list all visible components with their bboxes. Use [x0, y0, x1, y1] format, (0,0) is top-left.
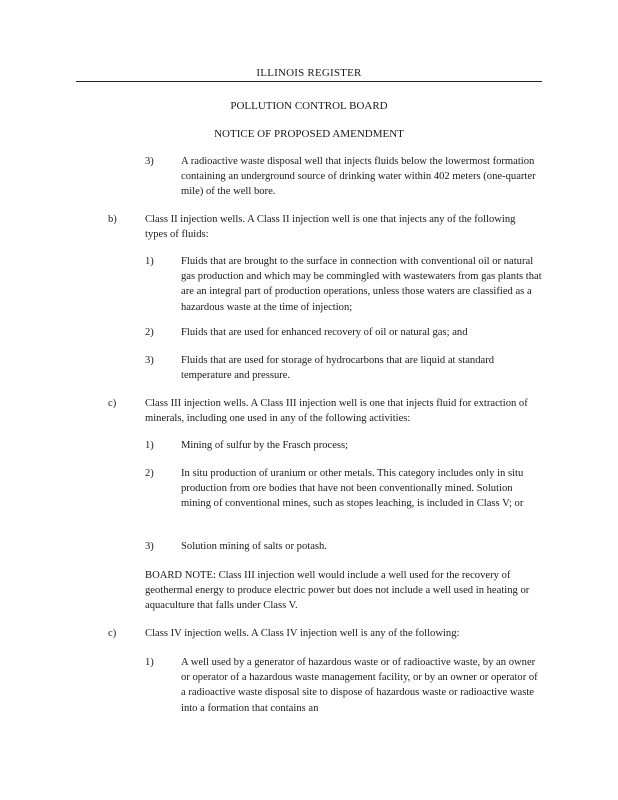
item-a3-number: 3): [145, 156, 154, 167]
item-b3-number: 3): [145, 355, 154, 366]
board-name: POLLUTION CONTROL BOARD: [230, 100, 388, 112]
item-c1-number: 1): [145, 440, 154, 451]
item-b1-number: 1): [145, 256, 154, 267]
register-title: ILLINOIS REGISTER: [256, 67, 362, 79]
item-d1-text: A well used by a generator of hazardous waste or of radioactive waste, by an owner or operator of a hazardous waste management facility, or by an owner or operator of a radioactive waste disposal site to dispose of hazardous waste or radioactive waste into a formation that contains an: [181, 657, 538, 714]
item-c2-number: 2): [145, 468, 154, 479]
item-b1-text: Fluids that are brought to the surface in connection with conventional oil or natural gas production and which may be commingled with wastewaters from gas plants that are an integral part of production operations, unless those waters are classified as a hazardous waste at the time of injection;: [181, 256, 542, 313]
item-b-letter: b): [108, 214, 117, 225]
item-b3-text: Fluids that are used for storage of hydrocarbons that are liquid at standard temperature and pressure.: [181, 355, 495, 382]
item-d-letter: c): [108, 628, 117, 639]
item-a3-text: A radioactive waste disposal well that injects fluids below the lowermost formation containing an underground source of drinking water within 402 meters (one-quarter mile) of the well bore.: [181, 156, 536, 198]
header-rule: [76, 81, 542, 82]
item-b2-number: 2): [145, 327, 154, 338]
notice-title: NOTICE OF PROPOSED AMENDMENT: [214, 128, 404, 140]
item-c-text: Class III injection wells. A Class III injection well is one that injects fluid for extraction of minerals, including one used in any of the following activities:: [145, 398, 528, 425]
item-c3-number: 3): [145, 541, 154, 552]
item-d-text: Class IV injection wells. A Class IV injection well is any of the following:: [145, 628, 460, 639]
board-note: BOARD NOTE: Class III injection well would include a well used for the recovery of geothermal energy to produce electric power but does not include a well used in heating or aquaculture that falls under Class V.: [145, 570, 530, 612]
item-d1-number: 1): [145, 657, 154, 668]
item-c-letter: c): [108, 398, 117, 409]
item-c2-text: In situ production of uranium or other metals. This category includes only in situ production from ore bodies that have not been conventionally mined. Solution mining of conventional mines, such as stopes leaching, is included in Class V; or: [181, 468, 524, 510]
item-c3-text: Solution mining of salts or potash.: [181, 541, 327, 552]
item-b-text: Class II injection wells. A Class II injection well is one that injects any of the following types of fluids:: [145, 214, 516, 241]
item-c1-text: Mining of sulfur by the Frasch process;: [181, 440, 349, 451]
item-b2-text: Fluids that are used for enhanced recovery of oil or natural gas; and: [181, 327, 468, 338]
